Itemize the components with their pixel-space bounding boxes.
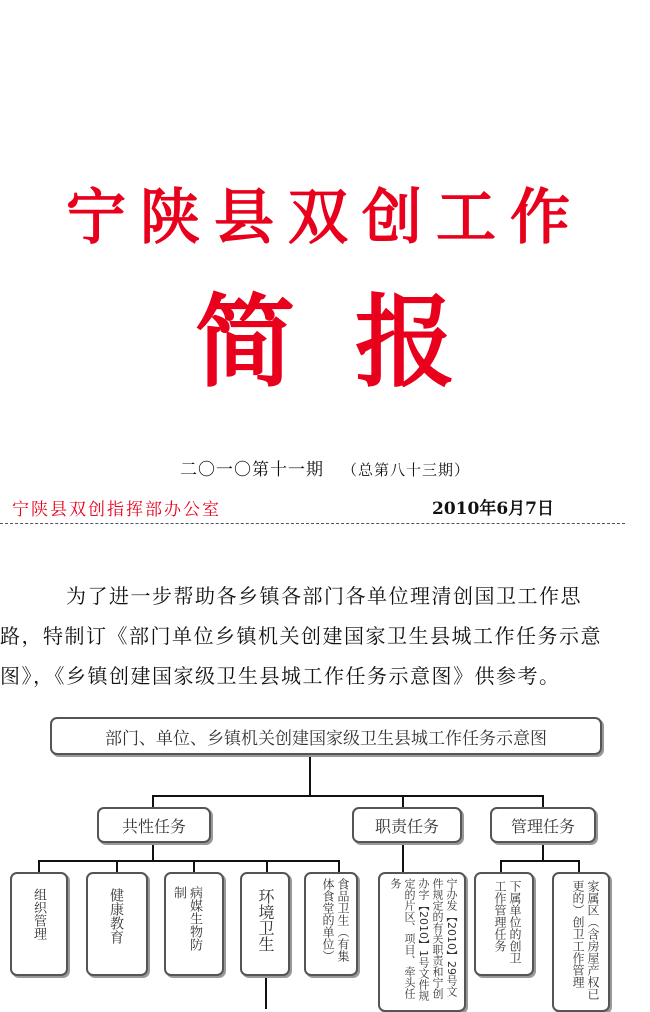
- connector: [265, 976, 267, 1009]
- issue-date: 2010年6月7日: [432, 499, 554, 519]
- connector: [402, 840, 404, 874]
- leaf-food-hygiene: 食品卫生（有集体食堂的单位）: [304, 872, 358, 976]
- leaf-duty-task-details: 宁办发【2010】29号文件规定的有关职责和宁创办字【2010】1号文件规定的片区、项目、牵头任务: [378, 872, 466, 1012]
- connector: [152, 840, 154, 862]
- diagram-root-box: [50, 717, 602, 755]
- leaf-health-education: 健康教育: [86, 872, 148, 976]
- issue-line: [0, 455, 650, 480]
- branch-label: 管理任务: [510, 816, 575, 836]
- paragraph-line-2: 路，特制订《部门单位乡镇机关创建国家卫生县城工作任务示意: [0, 624, 602, 648]
- connector: [500, 860, 580, 862]
- bulletin-title-line2: 简报: [195, 283, 515, 401]
- connector: [542, 840, 544, 862]
- leaf-subordinate-management: 下属单位的创卫工作管理任务: [474, 872, 534, 976]
- bulletin-title-line1: 宁陕县双创工作: [66, 183, 584, 253]
- leaf-environmental-hygiene: 环境卫生: [240, 872, 290, 976]
- header-divider: [0, 523, 625, 524]
- issuing-office: 宁陕县双创指挥部办公室: [12, 500, 221, 520]
- issue-total: （总第八十三期）: [341, 461, 470, 479]
- connector: [309, 753, 311, 795]
- leaf-organization-management: 组织管理: [10, 872, 68, 976]
- task-diagram: [0, 700, 650, 1009]
- branch-management-tasks: [490, 807, 596, 843]
- branch-duty-tasks: [352, 807, 462, 843]
- leaf-residential-management: 家属区（含房屋产权已更的）创卫工作管理: [552, 872, 610, 1012]
- connector: [38, 860, 340, 862]
- body-paragraph: [0, 576, 650, 696]
- branch-common-tasks: [97, 807, 211, 843]
- issue-number: 二〇一〇第十一期: [179, 460, 324, 480]
- branch-label: 共性任务: [121, 816, 186, 836]
- paragraph-line-1: 为了进一步帮助各乡镇各部门各单位理清创国卫工作思: [66, 584, 582, 608]
- connector: [152, 795, 542, 797]
- diagram-root-label: 部门、单位、乡镇机关创建国家级卫生县城工作任务示意图: [105, 728, 547, 749]
- branch-label: 职责任务: [374, 816, 439, 836]
- leaf-vector-control: 病媒生物防制: [164, 872, 224, 976]
- paragraph-line-3: 图》，《乡镇创建国家级卫生县城工作任务示意图》供参考。: [0, 664, 561, 688]
